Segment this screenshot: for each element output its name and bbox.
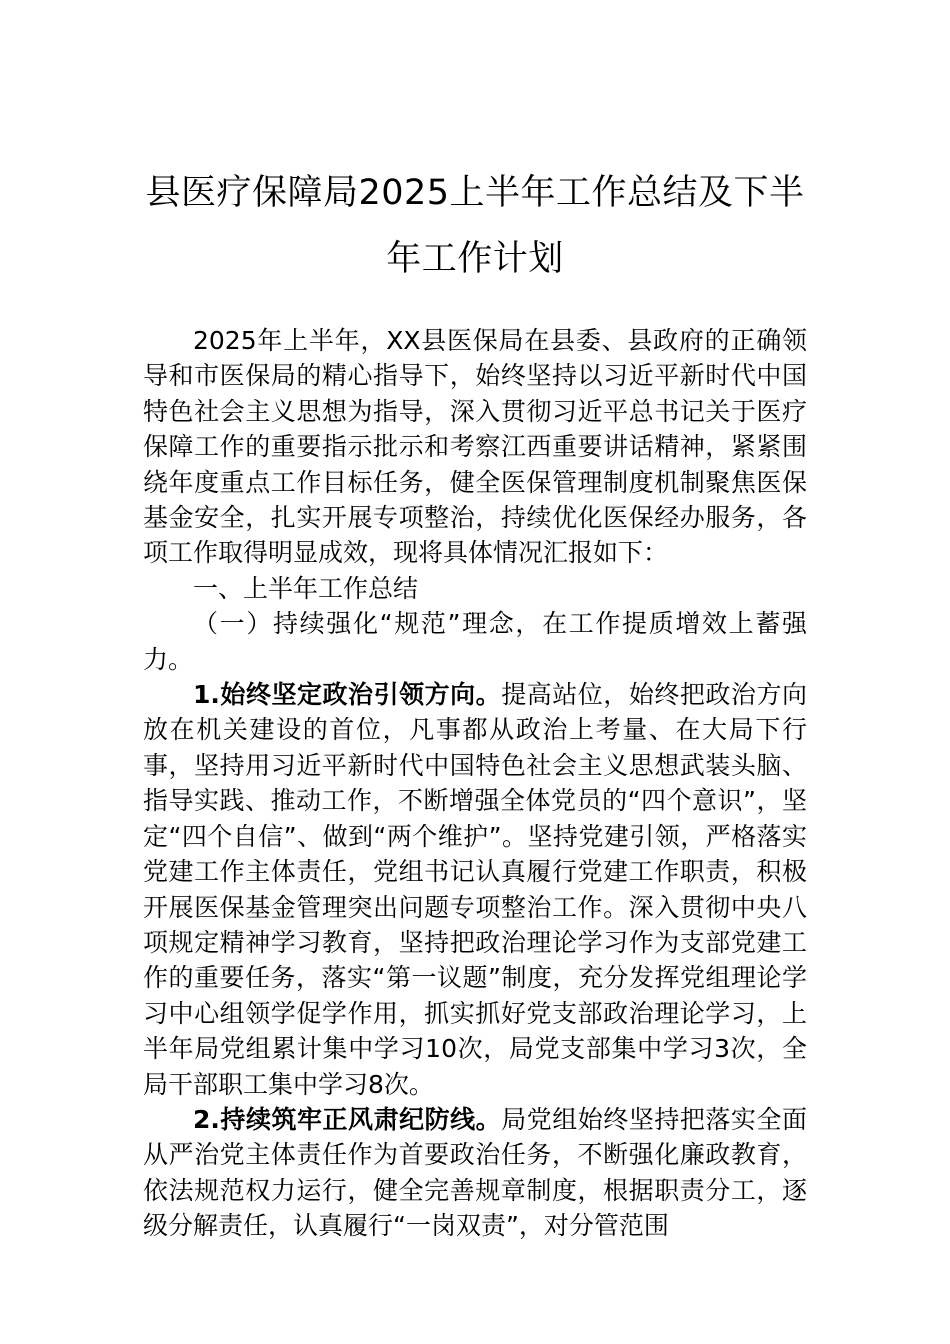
section-heading: 一、上半年工作总结: [193, 573, 419, 603]
item-2-text: 局党组始终坚持把落实全面从严治党主体责任作为首要政治任务，不断强化廉政教育，依法规范权力运行，健全完善规章制度，根据职责分工，逐级分解责任，认真履行“一岗双责”，对分管范围: [143, 1104, 807, 1241]
item-1-paragraph: [143, 677, 807, 1102]
item-2-paragraph: [143, 1102, 807, 1244]
item-2-lead: 2.持续筑牢正风肃纪防线。: [193, 1104, 502, 1134]
intro-paragraph: 2025年上半年，XX县医保局在县委、县政府的正确领导和市医保局的精心指导下，始终坚持以习近平新时代中国特色社会主义思想为指导，深入贯彻习近平总书记关于医疗保障工作的重要指示批示和考察江西重要讲话精神，紧紧围绕年度重点工作目标任务，健全医保管理制度机制聚焦医保基金安全，扎实开展专项整治，持续优化医保经办服务，各项工作取得明显成效，现将具体情况汇报如下：: [143, 326, 807, 568]
item-1-text: 提高站位，始终把政治方向放在机关建设的首位，凡事都从政治上考量、在大局下行事，坚持用习近平新时代中国特色社会主义思想武装头脑、指导实践、推动工作，不断增强全体党员的“四个意识”，坚定“四个自信”、做到“两个维护”。坚持党建引领，严格落实党建工作主体责任，党组书记认真履行党建工作职责，积极开展医保基金管理突出问题专项整治工作。深入贯彻中央八项规定精神学习教育，坚持把政治理论学习作为支部党建工作的重要任务，落实“第一议题”制度，充分发挥党组理论学习中心组领学促学作用，抓实抓好党支部政治理论学习，上半年局党组累计集中学习10次，局党支部集中学习3次，全局干部职工集中学习8次。: [143, 680, 807, 1099]
document-title: 县医疗保障局2025上半年工作总结及下半年工作计划: [145, 173, 805, 279]
subsection-heading: （一）持续强化“规范”理念，在工作提质增效上蓄强力。: [143, 609, 807, 674]
item-1-lead: 1.始终坚定政治引领方向。: [193, 680, 502, 710]
document-body: [143, 323, 807, 1244]
